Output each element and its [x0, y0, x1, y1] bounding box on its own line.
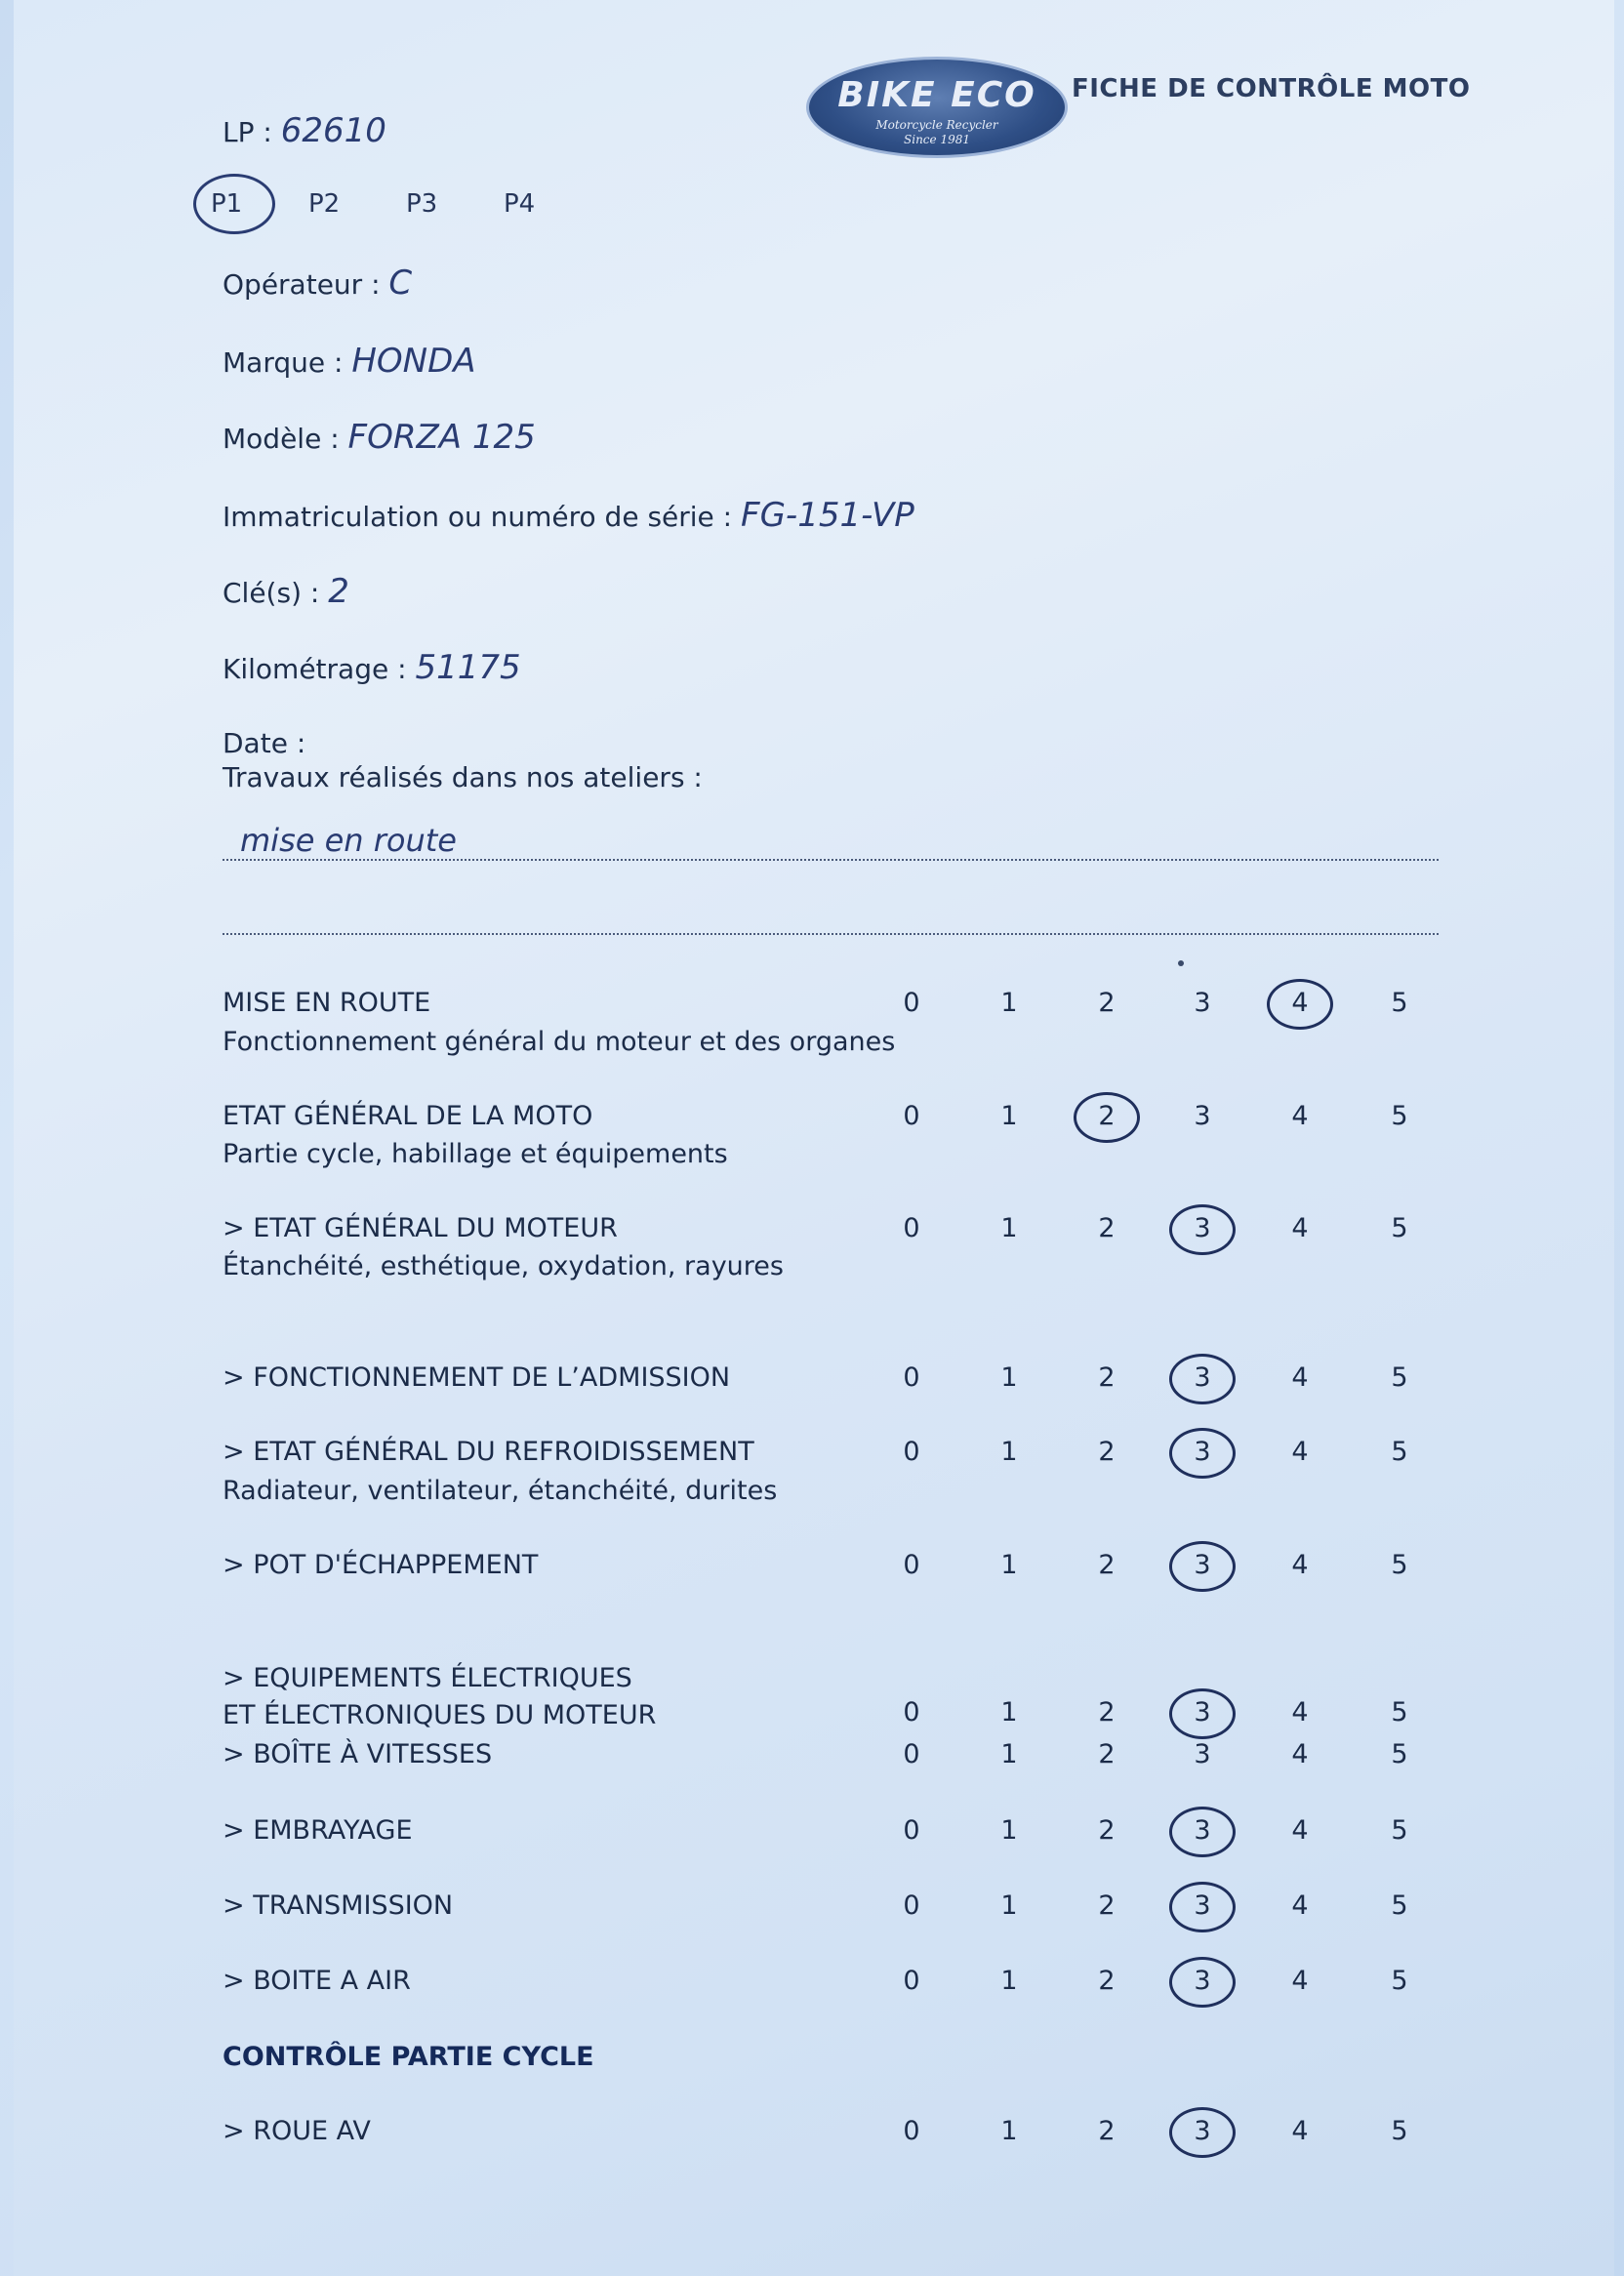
rating-score-7-0[interactable]: 0 [903, 1739, 920, 1769]
rating-score-3-0[interactable]: 0 [903, 1362, 920, 1393]
travaux-line-1 [223, 859, 1439, 861]
rating-title-4: > ETAT GÉNÉRAL DU REFROIDISSEMENT [223, 1437, 754, 1467]
kilometrage-label: Kilométrage : [223, 653, 407, 685]
rating-title-6: > EQUIPEMENTS ÉLECTRIQUES [223, 1663, 632, 1693]
rating-score-3-5[interactable]: 5 [1391, 1362, 1408, 1393]
tab-p4[interactable]: P4 [504, 189, 536, 219]
rating-score-1-0[interactable]: 0 [903, 1101, 920, 1131]
rating-score-3-2[interactable]: 2 [1098, 1362, 1116, 1393]
rating-score-4-5[interactable]: 5 [1391, 1437, 1408, 1467]
rating-score-0-3[interactable]: 3 [1194, 988, 1211, 1018]
cles-field [223, 572, 349, 611]
rating-subtitle-0: Fonctionnement général du moteur et des organes [223, 1027, 896, 1057]
rating-score-5-0[interactable]: 0 [903, 1550, 920, 1580]
rating-score-0-2[interactable]: 2 [1098, 988, 1116, 1018]
cycle-rating-score-0-5[interactable]: 5 [1391, 2116, 1408, 2146]
rating-score-8-0[interactable]: 0 [903, 1815, 920, 1846]
section-partie-cycle: CONTRÔLE PARTIE CYCLE [223, 2042, 594, 2072]
rating-title-5: > POT D'ÉCHAPPEMENT [223, 1550, 539, 1580]
rating-score-3-3[interactable]: 3 [1183, 1362, 1222, 1393]
sheet-title: FICHE DE CONTRÔLE MOTO [1072, 74, 1471, 103]
tab-p1[interactable]: P1 [211, 189, 243, 219]
rating-score-2-2[interactable]: 2 [1098, 1213, 1116, 1243]
kilometrage-value[interactable]: 51175 [415, 648, 521, 687]
operateur-value[interactable]: C [388, 264, 413, 303]
operateur-label: Opérateur : [223, 268, 381, 301]
rating-score-3-4[interactable]: 4 [1291, 1362, 1309, 1393]
rating-score-0-5[interactable]: 5 [1391, 988, 1408, 1018]
rating-score-7-2[interactable]: 2 [1098, 1739, 1116, 1769]
rating-score-10-3[interactable]: 3 [1183, 1966, 1222, 1996]
rating-score-10-1[interactable]: 1 [1000, 1966, 1018, 1996]
rating-title-10: > BOITE A AIR [223, 1966, 411, 1996]
date-label: Date : [223, 727, 306, 759]
rating-score-5-1[interactable]: 1 [1000, 1550, 1018, 1580]
rating-score-9-4[interactable]: 4 [1291, 1890, 1309, 1921]
cycle-rating-title-0: > ROUE AV [223, 2116, 371, 2146]
cycle-rating-score-0-2[interactable]: 2 [1098, 2116, 1116, 2146]
rating-score-6-1[interactable]: 1 [1000, 1697, 1018, 1727]
rating-score-2-1[interactable]: 1 [1000, 1213, 1018, 1243]
cycle-rating-score-0-3[interactable]: 3 [1183, 2116, 1222, 2146]
modele-value[interactable]: FORZA 125 [347, 418, 536, 457]
rating-score-6-0[interactable]: 0 [903, 1697, 920, 1727]
ink-mark [1178, 960, 1184, 966]
rating-score-1-3[interactable]: 3 [1194, 1101, 1211, 1131]
marque-value[interactable]: HONDA [351, 342, 476, 381]
rating-subtitle-1: Partie cycle, habillage et équipements [223, 1139, 728, 1169]
logo-tagline: Motorcycle Recycler [875, 118, 998, 132]
logo-since: Since 1981 [904, 133, 970, 146]
rating-subtitle-4: Radiateur, ventilateur, étanchéité, durites [223, 1476, 778, 1506]
marque-field [223, 342, 476, 381]
rating-title-3: > FONCTIONNEMENT DE L’ADMISSION [223, 1362, 731, 1393]
lp-label: LP : [223, 116, 272, 148]
operateur-field [223, 264, 412, 303]
rating-score-1-1[interactable]: 1 [1000, 1101, 1018, 1131]
rating-score-10-5[interactable]: 5 [1391, 1966, 1408, 1996]
marque-label: Marque : [223, 346, 344, 379]
rating-score-0-1[interactable]: 1 [1000, 988, 1018, 1018]
rating-score-10-2[interactable]: 2 [1098, 1966, 1116, 1996]
rating-title-2: > ETAT GÉNÉRAL DU MOTEUR [223, 1213, 618, 1243]
rating-score-0-0[interactable]: 0 [903, 988, 920, 1018]
travaux-line-2 [223, 933, 1439, 935]
rating-score-8-2[interactable]: 2 [1098, 1815, 1116, 1846]
cycle-rating-score-0-0[interactable]: 0 [903, 2116, 920, 2146]
immatriculation-value[interactable]: FG-151-VP [741, 496, 914, 535]
rating-score-10-0[interactable]: 0 [903, 1966, 920, 1996]
immatriculation-label: Immatriculation ou numéro de série : [223, 501, 733, 533]
rating-score-5-3[interactable]: 3 [1183, 1550, 1222, 1580]
rating-score-2-5[interactable]: 5 [1391, 1213, 1408, 1243]
rating-score-7-5[interactable]: 5 [1391, 1739, 1408, 1769]
rating-score-4-4[interactable]: 4 [1291, 1437, 1309, 1467]
rating-title-8: > EMBRAYAGE [223, 1815, 413, 1846]
rating-score-9-0[interactable]: 0 [903, 1890, 920, 1921]
cycle-rating-score-0-4[interactable]: 4 [1291, 2116, 1309, 2146]
travaux-label: Travaux réalisés dans nos ateliers : [223, 761, 703, 793]
rating-score-1-2[interactable]: 2 [1087, 1101, 1126, 1131]
rating-score-2-4[interactable]: 4 [1291, 1213, 1309, 1243]
rating-score-8-3[interactable]: 3 [1183, 1815, 1222, 1846]
rating-score-7-3[interactable]: 3 [1194, 1739, 1211, 1769]
rating-score-7-1[interactable]: 1 [1000, 1739, 1018, 1769]
rating-score-9-5[interactable]: 5 [1391, 1890, 1408, 1921]
rating-score-1-5[interactable]: 5 [1391, 1101, 1408, 1131]
rating-title-0: MISE EN ROUTE [223, 988, 431, 1018]
rating-score-0-4[interactable]: 4 [1280, 988, 1320, 1018]
travaux-value[interactable]: mise en route [240, 822, 457, 859]
lp-field [223, 111, 386, 150]
rating-score-8-1[interactable]: 1 [1000, 1815, 1018, 1846]
rating-subtitle-2: Étanchéité, esthétique, oxydation, rayures [223, 1251, 784, 1281]
rating-score-6-3[interactable]: 3 [1183, 1697, 1222, 1727]
rating-score-2-3[interactable]: 3 [1183, 1213, 1222, 1243]
rating-score-7-4[interactable]: 4 [1291, 1739, 1309, 1769]
cycle-rating-score-0-1[interactable]: 1 [1000, 2116, 1018, 2146]
rating-title-7: > BOÎTE À VITESSES [223, 1739, 493, 1769]
rating-score-4-1[interactable]: 1 [1000, 1437, 1018, 1467]
rating-score-5-4[interactable]: 4 [1291, 1550, 1309, 1580]
cles-value[interactable]: 2 [328, 572, 349, 611]
rating-title-9: > TRANSMISSION [223, 1890, 454, 1921]
rating-score-10-4[interactable]: 4 [1291, 1966, 1309, 1996]
rating-score-5-5[interactable]: 5 [1391, 1550, 1408, 1580]
rating-score-4-0[interactable]: 0 [903, 1437, 920, 1467]
rating-score-5-2[interactable]: 2 [1098, 1550, 1116, 1580]
rating-score-6-5[interactable]: 5 [1391, 1697, 1408, 1727]
rating-score-8-5[interactable]: 5 [1391, 1815, 1408, 1846]
rating-score-2-0[interactable]: 0 [903, 1213, 920, 1243]
bike-eco-logo [806, 57, 1068, 158]
rating-subtitle-6: ET ÉLECTRONIQUES DU MOTEUR [223, 1700, 657, 1730]
date-field [223, 722, 305, 761]
rating-title-1: ETAT GÉNÉRAL DE LA MOTO [223, 1101, 593, 1131]
logo-text: BIKE ECO [837, 75, 1036, 115]
tab-p3[interactable]: P3 [406, 189, 438, 219]
rating-score-4-2[interactable]: 2 [1098, 1437, 1116, 1467]
rating-score-3-1[interactable]: 1 [1000, 1362, 1018, 1393]
rating-score-6-2[interactable]: 2 [1098, 1697, 1116, 1727]
modele-field [223, 418, 536, 457]
rating-score-9-1[interactable]: 1 [1000, 1890, 1018, 1921]
tab-p2[interactable]: P2 [308, 189, 341, 219]
cles-label: Clé(s) : [223, 577, 320, 609]
kilometrage-field [223, 648, 521, 687]
control-sheet [14, 0, 1614, 2276]
rating-score-6-4[interactable]: 4 [1291, 1697, 1309, 1727]
modele-label: Modèle : [223, 423, 340, 455]
rating-score-4-3[interactable]: 3 [1183, 1437, 1222, 1467]
rating-score-9-3[interactable]: 3 [1183, 1890, 1222, 1921]
lp-value: 62610 [280, 111, 386, 150]
rating-score-8-4[interactable]: 4 [1291, 1815, 1309, 1846]
rating-score-9-2[interactable]: 2 [1098, 1890, 1116, 1921]
rating-score-1-4[interactable]: 4 [1291, 1101, 1309, 1131]
immatriculation-field [223, 496, 914, 535]
